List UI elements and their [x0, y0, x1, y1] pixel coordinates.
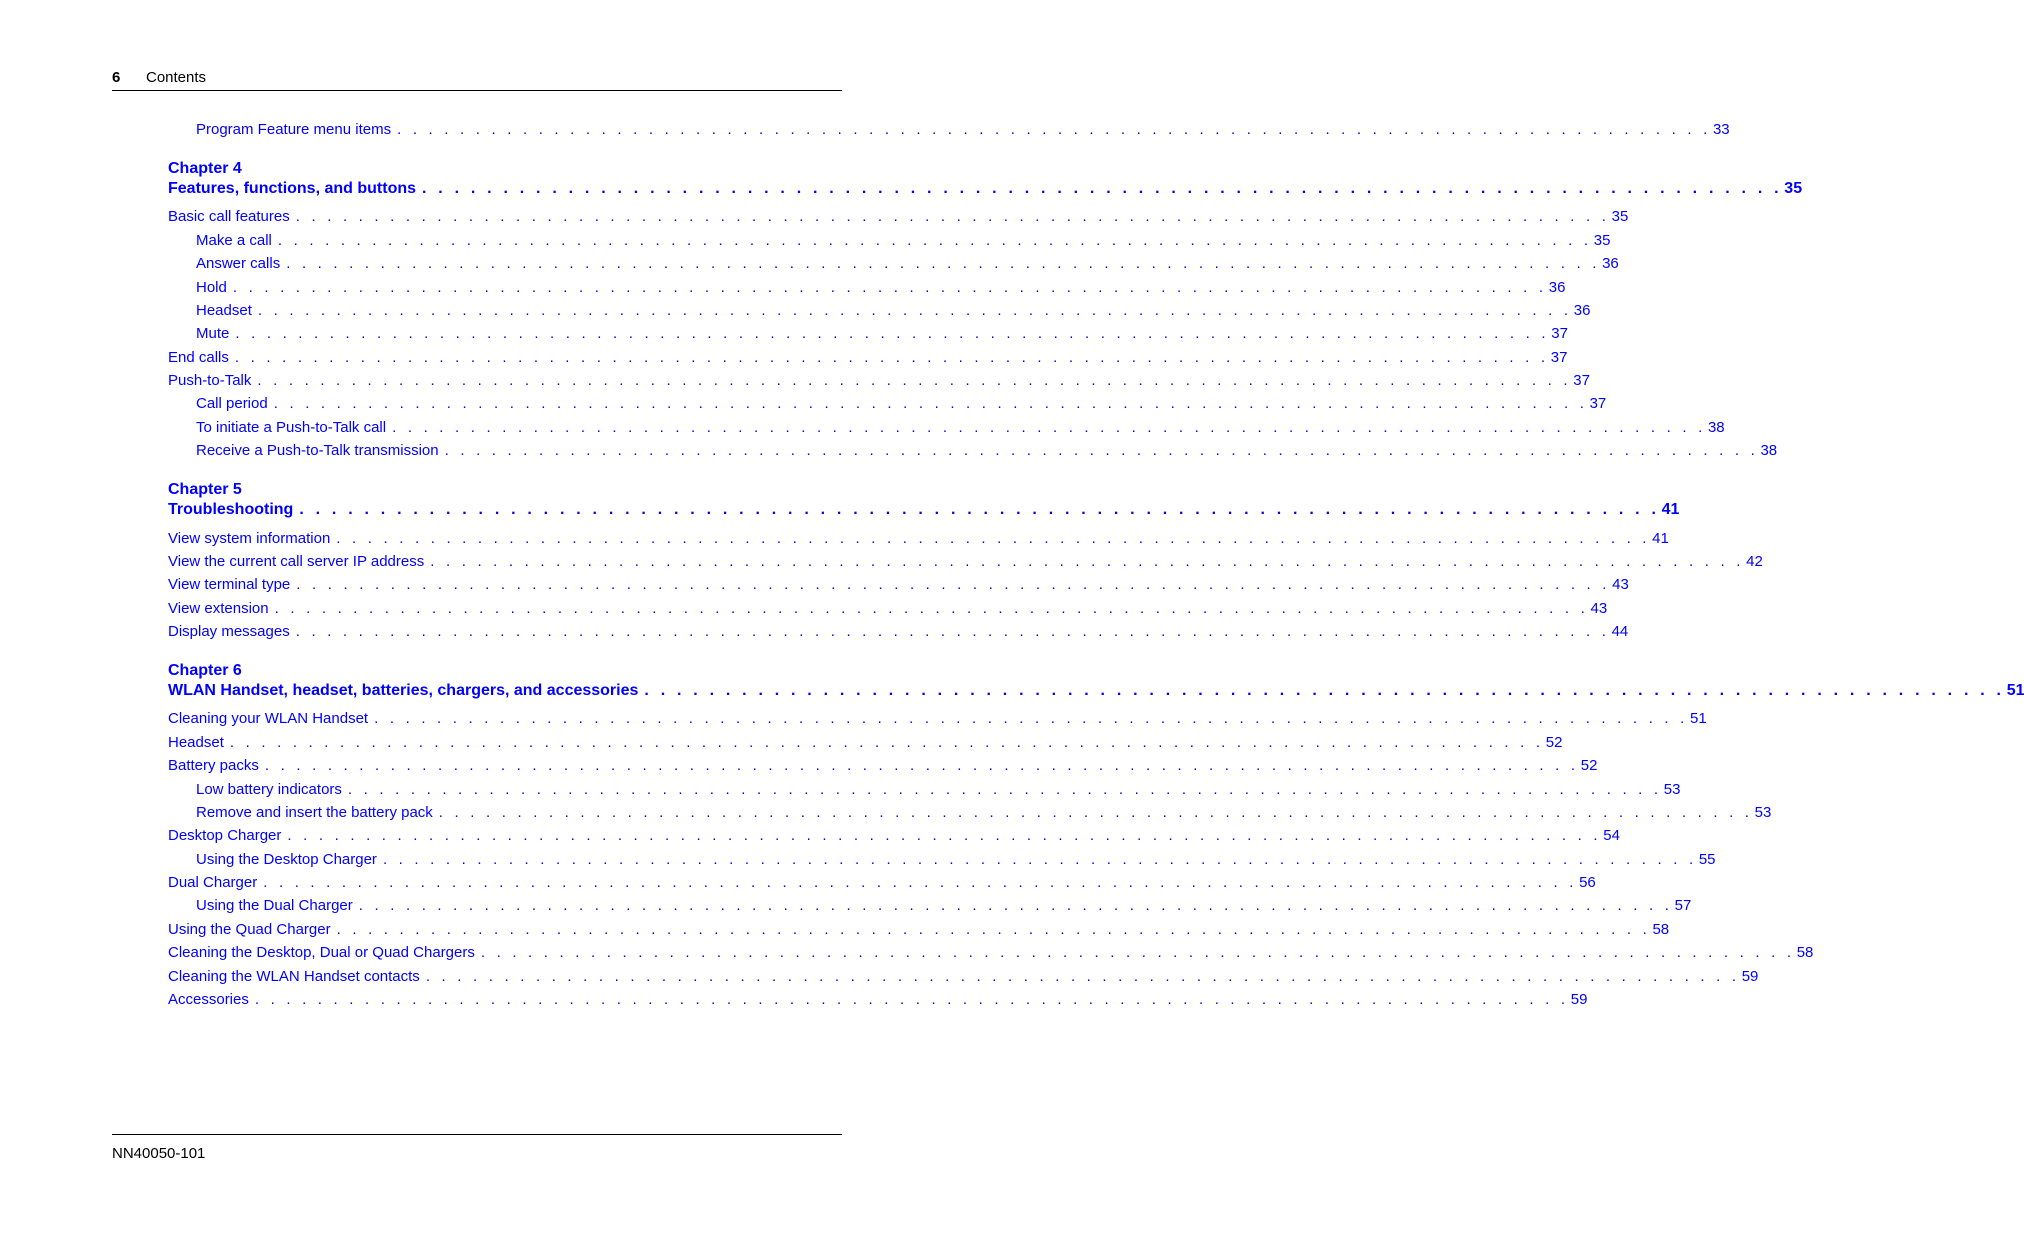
toc-entry-initiate-push-to-talk-call[interactable] [196, 419, 1725, 439]
toc-entry-label: View extension [168, 600, 269, 617]
toc-entry-page: 57 [1674, 897, 1692, 914]
toc-entry-page: 59 [1741, 968, 1759, 985]
toc-leader-dots: . . . . . . . . . . . . . . . . . . . . . . . . . . . . . . . . . . . . . . . . . . . . . . . . . . . . . . . . . . . . . . . . . . . . . . . . . . . . . . . . . . . . [480, 944, 1795, 961]
chapter-6-title-row[interactable] [168, 682, 2024, 702]
toc-leader-dots: . . . . . . . . . . . . . . . . . . . . . . . . . . . . . . . . . . . . . . . . . . . . . . . . . . . . . . . . . . . . . . . . . . . . . . . . . . . . . . . . . . . . [358, 897, 1673, 914]
toc-leader-dots: . . . . . . . . . . . . . . . . . . . . . . . . . . . . . . . . . . . . . . . . . . . . . . . . . . . . . . . . . . . . . . . . . . . . . . . . . . . . . . . . . . . . [347, 781, 1662, 798]
toc-entry-desktop-charger[interactable] [168, 827, 1620, 847]
toc-entry-label: Receive a Push-to-Talk transmission [196, 442, 439, 459]
toc-entry-label: View system information [168, 530, 331, 547]
section-title: Contents [146, 69, 207, 86]
toc-leader-dots: . . . . . . . . . . . . . . . . . . . . . . . . . . . . . . . . . . . . . . . . . . . . . . . . . . . . . . . . . . . . . . . . . . . . . . . . . . . . . . . . . . . . [296, 576, 1611, 593]
toc-entry-label: Dual Charger [168, 874, 258, 891]
chapter-4-title-row[interactable] [168, 180, 1803, 200]
toc-entry-low-battery-indicators[interactable] [196, 781, 1681, 801]
toc-leader-dots: . . . . . . . . . . . . . . . . . . . . . . . . . . . . . . . . . . . . . . . . . . . . . . . . . . . . . . . . . . . . . . . . . . . . . . . . . . . . . . . . . . . . [229, 734, 1544, 751]
toc-leader-dots: . . . . . . . . . . . . . . . . . . . . . . . . . . . . . . . . . . . . . . . . . . . . . . . . . . . . . . . . . . . . . . . . . . . . . . . . . . . . . . . . . . . . [374, 710, 1688, 727]
toc-leader-dots: . . . . . . . . . . . . . . . . . . . . . . . . . . . . . . . . . . . . . . . . . . . . . . . . . . . . . . . . . . . . . . . . . . . . . . . . . . . . . . . . . . . . [299, 501, 1660, 518]
toc-leader-dots: . . . . . . . . . . . . . . . . . . . . . . . . . . . . . . . . . . . . . . . . . . . . . . . . . . . . . . . . . . . . . . . . . . . . . . . . . . . . . . . . . . . . [430, 553, 1745, 570]
toc-entry-label: To initiate a Push-to-Talk call [196, 419, 387, 436]
toc-entry-page: 52 [1545, 734, 1563, 751]
toc-entry-page: 37 [1550, 349, 1568, 366]
toc-entry-receive-push-to-talk-transmission[interactable] [196, 442, 1778, 462]
toc-entry-headset[interactable] [196, 302, 1591, 322]
toc-leader-dots: . . . . . . . . . . . . . . . . . . . . . . . . . . . . . . . . . . . . . . . . . . . . . . . . . . . . . . . . . . . . . . . . . . . . . . . . . . . . . . . . . . . . [257, 302, 1572, 319]
chapter-5-label[interactable]: Chapter 5 [168, 481, 242, 498]
toc-entry-page: 42 [1746, 553, 1763, 570]
toc-entry-label: Using the Dual Charger [196, 897, 353, 914]
toc-leader-dots: . . . . . . . . . . . . . . . . . . . . . . . . . . . . . . . . . . . . . . . . . . . . . . . . . . . . . . . . . . . . . . . . . . . . . . . . . . . . . . . . . . . . [264, 757, 1579, 774]
chapter-page: 41 [1661, 501, 1680, 518]
toc-entry-page: 43 [1590, 600, 1608, 617]
toc-entry-view-system-information[interactable] [168, 530, 1669, 550]
toc-entry-label: Make a call [196, 232, 272, 249]
toc-entry-page: 36 [1602, 255, 1619, 272]
toc-entry-make-a-call[interactable] [196, 232, 1611, 252]
toc-entry-label: End calls [168, 349, 229, 366]
toc-entry-label: Mute [196, 325, 230, 342]
toc-entry-cleaning-handset-contacts[interactable] [168, 968, 1759, 988]
toc-entry-dual-charger[interactable] [168, 874, 1596, 894]
toc-leader-dots: . . . . . . . . . . . . . . . . . . . . . . . . . . . . . . . . . . . . . . . . . . . . . . . . . . . . . . . . . . . . . . . . . . . . . . . . . . . . . . . . . . . . [273, 395, 1588, 412]
chapter-title: Troubleshooting [168, 501, 294, 518]
toc-entry-using-quad-charger[interactable] [168, 921, 1670, 941]
toc-entry-label: Basic call features [168, 208, 290, 225]
toc-leader-dots: . . . . . . . . . . . . . . . . . . . . . . . . . . . . . . . . . . . . . . . . . . . . . . . . . . . . . . . . . . . . . . . . . . . . . . . . . . . . . . . . . . . . [287, 827, 1602, 844]
toc-entry-page: 35 [1593, 232, 1611, 249]
page-footer [112, 1134, 842, 1162]
toc-entry-label: Program Feature menu items [196, 121, 392, 138]
toc-entry-page: 33 [1712, 121, 1730, 138]
toc-entry-using-desktop-charger[interactable] [196, 851, 1716, 871]
chapter-page: 51 [2006, 682, 2024, 699]
chapter-4-label[interactable]: Chapter 4 [168, 160, 242, 177]
toc-entry-label: Accessories [168, 991, 249, 1008]
toc-entry-view-call-server-ip[interactable] [168, 553, 1763, 573]
toc-entry-remove-insert-battery[interactable] [196, 804, 1772, 824]
toc-entry-label: Battery packs [168, 757, 259, 774]
toc-entry-label: Call period [196, 395, 268, 412]
toc-entry-page: 51 [1689, 710, 1707, 727]
toc-leader-dots: . . . . . . . . . . . . . . . . . . . . . . . . . . . . . . . . . . . . . . . . . . . . . . . . . . . . . . . . . . . . . . . . . . . . . . . . . . . . . . . . . . . . [254, 991, 1569, 1008]
toc-entry-accessories[interactable] [168, 991, 1588, 1011]
toc-entry-answer-calls[interactable] [196, 255, 1619, 275]
toc-entry-headset-ch6[interactable] [168, 734, 1563, 754]
toc-entry-push-to-talk[interactable] [168, 372, 1590, 392]
toc-entry-call-period[interactable] [196, 395, 1607, 415]
toc-entry-page: 37 [1551, 325, 1568, 342]
toc-entry-cleaning-wlan-handset[interactable] [168, 710, 1707, 730]
toc-entry-label: Push-to-Talk [168, 372, 252, 389]
toc-entry-label: Using the Desktop Charger [196, 851, 377, 868]
toc-entry-page: 59 [1570, 991, 1588, 1008]
toc-entry-page: 36 [1573, 302, 1591, 319]
toc-entry-page: 55 [1698, 851, 1716, 868]
toc-leader-dots: . . . . . . . . . . . . . . . . . . . . . . . . . . . . . . . . . . . . . . . . . . . . . . . . . . . . . . . . . . . . . . . . . . . . . . . . . . . . . . . . . . . . [295, 208, 1610, 225]
toc-entry-page: 44 [1611, 623, 1629, 640]
toc-entry-page: 37 [1589, 395, 1607, 412]
toc-entry-page: 41 [1652, 530, 1669, 547]
toc-entry-page: 56 [1579, 874, 1596, 891]
toc-leader-dots: . . . . . . . . . . . . . . . . . . . . . . . . . . . . . . . . . . . . . . . . . . . . . . . . . . . . . . . . . . . . . . . . . . . . . . . . . . . . . . . . . . . . [235, 325, 1550, 342]
toc-entry-page: 54 [1603, 827, 1620, 844]
toc-entry-mute[interactable] [196, 325, 1568, 345]
toc-leader-dots: . . . . . . . . . . . . . . . . . . . . . . . . . . . . . . . . . . . . . . . . . . . . . . . . . . . . . . . . . . . . . . . . . . . . . . . . . . . . . . . . . . . . [425, 968, 1740, 985]
toc-entry-page: 53 [1663, 781, 1681, 798]
toc-entry-page: 52 [1580, 757, 1598, 774]
toc-entry-label: Display messages [168, 623, 290, 640]
toc-leader-dots: . . . . . . . . . . . . . . . . . . . . . . . . . . . . . . . . . . . . . . . . . . . . . . . . . . . . . . . . . . . . . . . . . . . . . . . . . . . . . . . . . . . . [397, 121, 1711, 138]
toc-leader-dots: . . . . . . . . . . . . . . . . . . . . . . . . . . . . . . . . . . . . . . . . . . . . . . . . . . . . . . . . . . . . . . . . . . . . . . . . . . . . . . . . . . . . [644, 682, 2005, 699]
toc-entry-label: Answer calls [196, 255, 281, 272]
toc-entry-label: Headset [168, 734, 224, 751]
toc-entry-display-messages[interactable] [168, 623, 1629, 643]
chapter-5-title-row[interactable] [168, 501, 1680, 521]
chapter-title: Features, functions, and buttons [168, 180, 417, 197]
toc-entry-page: 58 [1652, 921, 1670, 938]
toc-entry-label: View terminal type [168, 576, 291, 593]
toc-entry-page: 38 [1707, 419, 1725, 436]
chapter-6-label[interactable]: Chapter 6 [168, 662, 242, 679]
toc-entry-label: Remove and insert the battery pack [196, 804, 433, 821]
toc-entry-end-calls[interactable] [168, 349, 1568, 369]
toc-entry-program-feature-menu-items[interactable] [196, 121, 1730, 141]
toc-entry-using-dual-charger[interactable] [196, 897, 1692, 917]
chapter-page: 35 [1784, 180, 1803, 197]
toc-leader-dots: . . . . . . . . . . . . . . . . . . . . . . . . . . . . . . . . . . . . . . . . . . . . . . . . . . . . . . . . . . . . . . . . . . . . . . . . . . . . . . . . . . . . [295, 623, 1610, 640]
toc-entry-view-extension[interactable] [168, 600, 1608, 620]
chapter-title: WLAN Handset, headset, batteries, chargers, and accessories [168, 682, 639, 699]
toc-entry-page: 43 [1612, 576, 1629, 593]
toc-entry-label: Cleaning the Desktop, Dual or Quad Chargers [168, 944, 475, 961]
toc-leader-dots: . . . . . . . . . . . . . . . . . . . . . . . . . . . . . . . . . . . . . . . . . . . . . . . . . . . . . . . . . . . . . . . . . . . . . . . . . . . . . . . . . . . . [263, 874, 1578, 891]
toc-leader-dots: . . . . . . . . . . . . . . . . . . . . . . . . . . . . . . . . . . . . . . . . . . . . . . . . . . . . . . . . . . . . . . . . . . . . . . . . . . . . . . . . . . . . [286, 255, 1601, 272]
toc-entry-page: 36 [1548, 279, 1566, 296]
toc-entry-view-terminal-type[interactable] [168, 576, 1629, 596]
toc-leader-dots: . . . . . . . . . . . . . . . . . . . . . . . . . . . . . . . . . . . . . . . . . . . . . . . . . . . . . . . . . . . . . . . . . . . . . . . . . . . . . . . . . . . . [257, 372, 1572, 389]
toc-leader-dots: . . . . . . . . . . . . . . . . . . . . . . . . . . . . . . . . . . . . . . . . . . . . . . . . . . . . . . . . . . . . . . . . . . . . . . . . . . . . . . . . . . . . [274, 600, 1589, 617]
toc-entry-hold[interactable] [196, 279, 1566, 299]
toc-entry-label: Cleaning your WLAN Handset [168, 710, 369, 727]
toc-entry-label: Low battery indicators [196, 781, 342, 798]
toc-entry-basic-call-features[interactable] [168, 208, 1629, 228]
toc-entry-page: 58 [1796, 944, 1814, 961]
toc-leader-dots: . . . . . . . . . . . . . . . . . . . . . . . . . . . . . . . . . . . . . . . . . . . . . . . . . . . . . . . . . . . . . . . . . . . . . . . . . . . . . . . . . . . . [438, 804, 1753, 821]
toc-entry-label: Hold [196, 279, 227, 296]
toc-leader-dots: . . . . . . . . . . . . . . . . . . . . . . . . . . . . . . . . . . . . . . . . . . . . . . . . . . . . . . . . . . . . . . . . . . . . . . . . . . . . . . . . . . . . [444, 442, 1759, 459]
toc-entry-page: 53 [1754, 804, 1772, 821]
document-number: NN40050-101 [112, 1145, 206, 1162]
toc-leader-dots: . . . . . . . . . . . . . . . . . . . . . . . . . . . . . . . . . . . . . . . . . . . . . . . . . . . . . . . . . . . . . . . . . . . . . . . . . . . . . . . . . . . . [277, 232, 1592, 249]
toc-entry-battery-packs[interactable] [168, 757, 1598, 777]
toc-leader-dots: . . . . . . . . . . . . . . . . . . . . . . . . . . . . . . . . . . . . . . . . . . . . . . . . . . . . . . . . . . . . . . . . . . . . . . . . . . . . . . . . . . . . [392, 419, 1706, 436]
toc-entry-cleaning-chargers[interactable] [168, 944, 1814, 964]
toc-entry-label: Desktop Charger [168, 827, 282, 844]
toc-entry-page: 38 [1760, 442, 1778, 459]
toc-entry-label: View the current call server IP address [168, 553, 425, 570]
toc-leader-dots: . . . . . . . . . . . . . . . . . . . . . . . . . . . . . . . . . . . . . . . . . . . . . . . . . . . . . . . . . . . . . . . . . . . . . . . . . . . . . . . . . . . . [336, 921, 1651, 938]
toc-entry-page: 37 [1573, 372, 1590, 389]
toc-leader-dots: . . . . . . . . . . . . . . . . . . . . . . . . . . . . . . . . . . . . . . . . . . . . . . . . . . . . . . . . . . . . . . . . . . . . . . . . . . . . . . . . . . . . [382, 851, 1697, 868]
toc-entry-label: Using the Quad Charger [168, 921, 331, 938]
toc-leader-dots: . . . . . . . . . . . . . . . . . . . . . . . . . . . . . . . . . . . . . . . . . . . . . . . . . . . . . . . . . . . . . . . . . . . . . . . . . . . . . . . . . . . . [336, 530, 1651, 547]
toc-leader-dots: . . . . . . . . . . . . . . . . . . . . . . . . . . . . . . . . . . . . . . . . . . . . . . . . . . . . . . . . . . . . . . . . . . . . . . . . . . . . . . . . . . . . [232, 279, 1547, 296]
toc-entry-label: Headset [196, 302, 252, 319]
page-number: 6 [112, 69, 121, 86]
toc-leader-dots: . . . . . . . . . . . . . . . . . . . . . . . . . . . . . . . . . . . . . . . . . . . . . . . . . . . . . . . . . . . . . . . . . . . . . . . . . . . . . . . . . . . . [422, 180, 1783, 197]
toc-entry-page: 35 [1611, 208, 1629, 225]
toc-entry-label: Cleaning the WLAN Handset contacts [168, 968, 420, 985]
toc-leader-dots: . . . . . . . . . . . . . . . . . . . . . . . . . . . . . . . . . . . . . . . . . . . . . . . . . . . . . . . . . . . . . . . . . . . . . . . . . . . . . . . . . . . . [234, 349, 1549, 366]
